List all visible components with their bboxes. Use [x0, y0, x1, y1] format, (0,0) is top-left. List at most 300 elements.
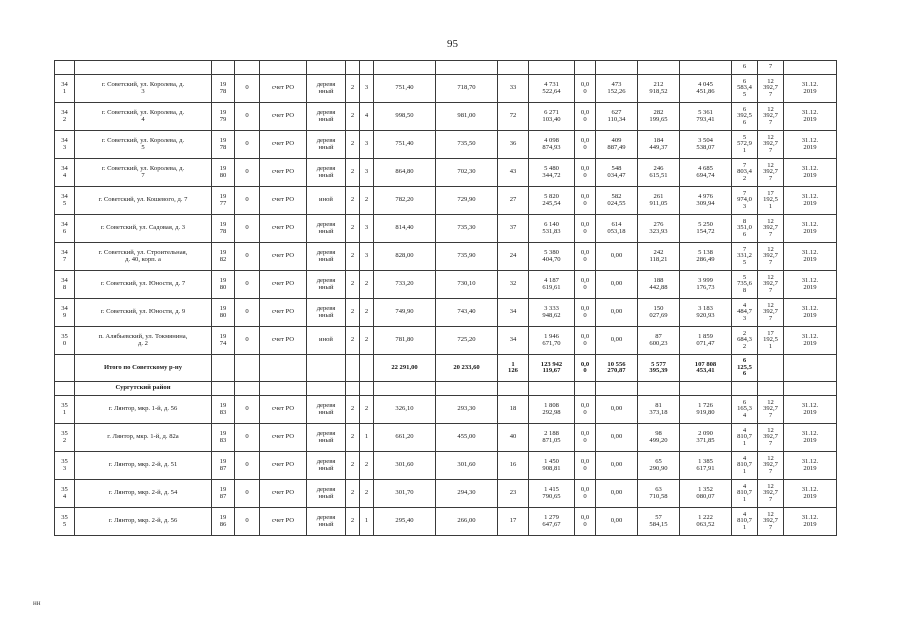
table-row	[55, 215, 837, 243]
table-row	[55, 327, 837, 355]
cell: 31.12. 2019	[784, 159, 837, 187]
cell: 12 392,7 7	[758, 452, 784, 480]
cell: деревя нный	[307, 396, 346, 424]
cell: 72	[498, 103, 529, 131]
cell: 19 78	[212, 131, 235, 159]
cell: 2	[346, 215, 360, 243]
cell: 0	[235, 480, 260, 508]
cell: 34 9	[55, 299, 75, 327]
cell: 10 556 270,87	[596, 355, 638, 382]
cell	[374, 382, 436, 396]
cell: 4 484,7 3	[732, 299, 758, 327]
cell: 31.12. 2019	[784, 452, 837, 480]
cell	[680, 382, 732, 396]
cell: 20 233,60	[436, 355, 498, 382]
cell: 2	[346, 396, 360, 424]
cell: 3	[360, 243, 374, 271]
cell: 4 685 694,74	[680, 159, 732, 187]
cell: 1 352 080,07	[680, 480, 732, 508]
cell: 4 976 309,94	[680, 187, 732, 215]
cell: счет РО	[260, 159, 307, 187]
cell: 5 380 404,70	[529, 243, 575, 271]
cell: 0	[235, 271, 260, 299]
cell	[575, 382, 596, 396]
cell: 188 442,88	[638, 271, 680, 299]
cell: 23	[498, 480, 529, 508]
cell: 455,00	[436, 424, 498, 452]
cell: 34 7	[55, 243, 75, 271]
cell: 35 4	[55, 480, 75, 508]
cell: 17 192,5 1	[758, 327, 784, 355]
cell	[235, 355, 260, 382]
cell: 828,00	[374, 243, 436, 271]
table-row-top	[55, 61, 837, 75]
page-number: 95	[447, 38, 458, 50]
cell: 150 027,69	[638, 299, 680, 327]
cell: 2	[360, 396, 374, 424]
cell	[307, 355, 346, 382]
cell: деревя нный	[307, 424, 346, 452]
cell: 5 577 395,39	[638, 355, 680, 382]
cell: 2	[360, 327, 374, 355]
cell: 2	[346, 243, 360, 271]
cell: 31.12. 2019	[784, 327, 837, 355]
cell: деревя нный	[307, 159, 346, 187]
cell: 4 098 874,93	[529, 131, 575, 159]
cell: 19 80	[212, 271, 235, 299]
cell: 19 74	[212, 327, 235, 355]
cell: 6 165,3 4	[732, 396, 758, 424]
cell: 2	[346, 103, 360, 131]
cell: 5 735,6 8	[732, 271, 758, 299]
cell: 261 911,05	[638, 187, 680, 215]
cell: 7 803,4 2	[732, 159, 758, 187]
cell: г. Лянтор, мкр. 2-й, д. 54	[75, 480, 212, 508]
cell: 2	[346, 327, 360, 355]
cell: 4 045 451,86	[680, 75, 732, 103]
cell: 295,40	[374, 508, 436, 536]
cell: 31.12. 2019	[784, 187, 837, 215]
cell: 473 152,26	[596, 75, 638, 103]
cell: 0	[235, 396, 260, 424]
cell: 17	[498, 508, 529, 536]
cell: 730,10	[436, 271, 498, 299]
cell: г. Лянтор, мкр. 1-й, д. 82а	[75, 424, 212, 452]
cell: 276 323,93	[638, 215, 680, 243]
cell: 2	[346, 299, 360, 327]
cell: деревя нный	[307, 243, 346, 271]
cell: 16	[498, 452, 529, 480]
cell	[784, 355, 837, 382]
total-label: Итого по Советскому р-ну	[75, 355, 212, 382]
cell: 57 584,15	[638, 508, 680, 536]
cell: 5 572,9 1	[732, 131, 758, 159]
cell: г. Лянтор, мкр. 1-й, д. 56	[75, 396, 212, 424]
cell	[346, 355, 360, 382]
cell: счет РО	[260, 452, 307, 480]
cell: 17 192,5 1	[758, 187, 784, 215]
cell: 0,00	[596, 299, 638, 327]
cell: 12 392,7 7	[758, 508, 784, 536]
cell: 4 810,7 1	[732, 480, 758, 508]
housing-register-table	[54, 60, 837, 536]
cell: 6 140 531,83	[529, 215, 575, 243]
cell: 1 808 292,98	[529, 396, 575, 424]
table-row	[55, 159, 837, 187]
cell: 0	[235, 187, 260, 215]
table-row	[55, 299, 837, 327]
cell: 7	[758, 61, 784, 75]
cell: 184 449,37	[638, 131, 680, 159]
cell: 0,0 0	[575, 424, 596, 452]
cell: 4	[360, 103, 374, 131]
table-row	[55, 187, 837, 215]
cell: г. Лянтор, мкр. 2-й, д. 51	[75, 452, 212, 480]
cell: 5 480 344,72	[529, 159, 575, 187]
cell: 282 199,65	[638, 103, 680, 131]
cell: 0,00	[596, 243, 638, 271]
cell: 2	[346, 187, 360, 215]
cell: 65 290,90	[638, 452, 680, 480]
cell: 33	[498, 75, 529, 103]
cell: 242 118,21	[638, 243, 680, 271]
cell: 2	[346, 159, 360, 187]
cell: г. Советский, ул. Королева, д. 7	[75, 159, 212, 187]
cell: 4 810,7 1	[732, 424, 758, 452]
cell: 1 726 919,80	[680, 396, 732, 424]
cell: 0	[235, 327, 260, 355]
cell: 36	[498, 131, 529, 159]
cell: 294,30	[436, 480, 498, 508]
cell: 31.12. 2019	[784, 396, 837, 424]
cell: 2	[346, 271, 360, 299]
cell: г. Лянтор, мкр. 2-й, д. 56	[75, 508, 212, 536]
cell: 0,0 0	[575, 355, 596, 382]
cell	[436, 382, 498, 396]
cell: 19 83	[212, 424, 235, 452]
cell: 31.12. 2019	[784, 424, 837, 452]
cell: 12 392,7 7	[758, 243, 784, 271]
cell: 548 034,47	[596, 159, 638, 187]
cell: 5 250 154,72	[680, 215, 732, 243]
cell: 19 77	[212, 187, 235, 215]
cell: 6 125,5 6	[732, 355, 758, 382]
cell: 1 415 790,65	[529, 480, 575, 508]
cell: 12 392,7 7	[758, 480, 784, 508]
cell: 3 504 538,07	[680, 131, 732, 159]
cell: 0,0 0	[575, 396, 596, 424]
cell: 19 86	[212, 508, 235, 536]
cell: 0,0 0	[575, 508, 596, 536]
cell: 3	[360, 131, 374, 159]
table-row-district	[55, 382, 837, 396]
cell: 34 4	[55, 159, 75, 187]
cell: 4 810,7 1	[732, 452, 758, 480]
cell: 7 331,2 5	[732, 243, 758, 271]
cell: 3	[360, 75, 374, 103]
cell: 749,90	[374, 299, 436, 327]
cell: 19 79	[212, 103, 235, 131]
cell	[260, 355, 307, 382]
table-row	[55, 480, 837, 508]
cell: 1 279 647,67	[529, 508, 575, 536]
cell: счет РО	[260, 299, 307, 327]
cell: 981,00	[436, 103, 498, 131]
table-row	[55, 452, 837, 480]
cell: 19 80	[212, 159, 235, 187]
cell: 0	[235, 215, 260, 243]
cell: 2	[346, 131, 360, 159]
cell: 34 2	[55, 103, 75, 131]
cell: счет РО	[260, 327, 307, 355]
cell: 3 183 920,93	[680, 299, 732, 327]
cell: 781,80	[374, 327, 436, 355]
cell: 1 450 908,81	[529, 452, 575, 480]
cell: 735,90	[436, 243, 498, 271]
cell: 782,20	[374, 187, 436, 215]
cell: 19 78	[212, 75, 235, 103]
cell: 12 392,7 7	[758, 299, 784, 327]
cell: 0,0 0	[575, 271, 596, 299]
cell: 2	[346, 424, 360, 452]
district-heading: Сургутский район	[75, 382, 212, 396]
cell: 34	[498, 299, 529, 327]
table-row	[55, 131, 837, 159]
cell: 12 392,7 7	[758, 131, 784, 159]
cell: 31.12. 2019	[784, 131, 837, 159]
cell: 22 291,00	[374, 355, 436, 382]
cell: 5 361 793,41	[680, 103, 732, 131]
cell	[360, 355, 374, 382]
cell	[638, 382, 680, 396]
cell: счет РО	[260, 271, 307, 299]
cell	[346, 382, 360, 396]
cell: 0	[235, 103, 260, 131]
cell: 19 80	[212, 299, 235, 327]
cell: 34 6	[55, 215, 75, 243]
cell	[758, 382, 784, 396]
cell: 35 0	[55, 327, 75, 355]
cell: 6 392,5 6	[732, 103, 758, 131]
cell: 0,00	[596, 424, 638, 452]
cell: 12 392,7 7	[758, 103, 784, 131]
cell: 1	[360, 424, 374, 452]
cell: 212 918,52	[638, 75, 680, 103]
cell: 5 820 245,54	[529, 187, 575, 215]
cell: 2 188 871,05	[529, 424, 575, 452]
cell: 0,0 0	[575, 159, 596, 187]
cell: г. Советский, ул. Юности, д. 9	[75, 299, 212, 327]
cell: 12 392,7 7	[758, 424, 784, 452]
cell: 37	[498, 215, 529, 243]
cell: 63 710,58	[638, 480, 680, 508]
cell	[758, 355, 784, 382]
cell: 266,00	[436, 508, 498, 536]
cell: 34 1	[55, 75, 75, 103]
cell: г. Советский, ул. Королева, д. 4	[75, 103, 212, 131]
cell: 31.12. 2019	[784, 243, 837, 271]
cell: 1 859 071,47	[680, 327, 732, 355]
cell: 24	[498, 243, 529, 271]
cell	[498, 382, 529, 396]
cell: 35 2	[55, 424, 75, 452]
cell: деревя нный	[307, 480, 346, 508]
cell: 0,0 0	[575, 327, 596, 355]
cell: 2	[360, 299, 374, 327]
table-row	[55, 243, 837, 271]
cell	[596, 382, 638, 396]
cell: 12 392,7 7	[758, 271, 784, 299]
cell: 0	[235, 299, 260, 327]
cell: счет РО	[260, 480, 307, 508]
cell: счет РО	[260, 75, 307, 103]
cell: 582 024,55	[596, 187, 638, 215]
cell: 19 83	[212, 396, 235, 424]
cell	[55, 355, 75, 382]
cell: 0	[235, 508, 260, 536]
cell	[55, 382, 75, 396]
cell: 2	[360, 271, 374, 299]
table-row	[55, 271, 837, 299]
cell: 12 392,7 7	[758, 75, 784, 103]
cell: 81 373,18	[638, 396, 680, 424]
cell	[529, 382, 575, 396]
cell: 107 808 453,41	[680, 355, 732, 382]
cell: счет РО	[260, 215, 307, 243]
cell: деревя нный	[307, 131, 346, 159]
cell	[732, 382, 758, 396]
cell: деревя нный	[307, 452, 346, 480]
cell: 12 392,7 7	[758, 159, 784, 187]
cell: счет РО	[260, 131, 307, 159]
cell: 301,60	[436, 452, 498, 480]
cell: 614 053,18	[596, 215, 638, 243]
cell: 0,0 0	[575, 215, 596, 243]
cell: 31.12. 2019	[784, 75, 837, 103]
cell: 0	[235, 131, 260, 159]
cell: 0,00	[596, 396, 638, 424]
cell: 4 187 619,61	[529, 271, 575, 299]
cell: 2	[360, 452, 374, 480]
cell: 0,0 0	[575, 131, 596, 159]
cell: 31.12. 2019	[784, 215, 837, 243]
table-row	[55, 508, 837, 536]
cell	[360, 382, 374, 396]
cell: 702,30	[436, 159, 498, 187]
cell: 293,30	[436, 396, 498, 424]
cell: 246 615,51	[638, 159, 680, 187]
cell: 8 351,0 6	[732, 215, 758, 243]
cell: деревя нный	[307, 103, 346, 131]
cell: 1	[360, 508, 374, 536]
cell: г. Советский, ул. Строительная, д. 40, корп. а	[75, 243, 212, 271]
cell: г. Советский, ул. Юности, д. 7	[75, 271, 212, 299]
cell: 31.12. 2019	[784, 271, 837, 299]
cell: 0,0 0	[575, 480, 596, 508]
cell: 35 3	[55, 452, 75, 480]
cell: 0,00	[596, 480, 638, 508]
cell: 3 333 948,62	[529, 299, 575, 327]
cell: 19 78	[212, 215, 235, 243]
cell: 733,20	[374, 271, 436, 299]
cell: 87 600,23	[638, 327, 680, 355]
cell: 34 3	[55, 131, 75, 159]
cell: 3	[360, 215, 374, 243]
cell: 2	[346, 480, 360, 508]
cell: г. Советский, ул. Королева, д. 3	[75, 75, 212, 103]
table-row	[55, 75, 837, 103]
cell: 35 5	[55, 508, 75, 536]
cell: 743,40	[436, 299, 498, 327]
cell: 0	[235, 243, 260, 271]
cell: 34 8	[55, 271, 75, 299]
cell: 409 887,49	[596, 131, 638, 159]
cell: 0,0 0	[575, 75, 596, 103]
cell: счет РО	[260, 508, 307, 536]
cell: 34	[498, 327, 529, 355]
cell: счет РО	[260, 103, 307, 131]
cell: 0,0 0	[575, 187, 596, 215]
cell: 7 974,0 3	[732, 187, 758, 215]
cell	[212, 355, 235, 382]
cell: 301,70	[374, 480, 436, 508]
cell: 0	[235, 424, 260, 452]
cell: 2	[360, 187, 374, 215]
cell: 0,0 0	[575, 452, 596, 480]
cell: 661,20	[374, 424, 436, 452]
cell: 12 392,7 7	[758, 396, 784, 424]
cell: 6	[732, 61, 758, 75]
cell: счет РО	[260, 396, 307, 424]
cell: 123 942 119,67	[529, 355, 575, 382]
cell: 1 126	[498, 355, 529, 382]
cell: г. Советский, ул. Садовая, д. 3	[75, 215, 212, 243]
cell: 718,70	[436, 75, 498, 103]
cell: 725,20	[436, 327, 498, 355]
cell: деревя нный	[307, 75, 346, 103]
cell: деревя нный	[307, 271, 346, 299]
cell: 2	[346, 75, 360, 103]
cell: 0	[235, 159, 260, 187]
cell: иной	[307, 327, 346, 355]
cell: 2 684,3 2	[732, 327, 758, 355]
cell: 4 731 522,64	[529, 75, 575, 103]
cell: счет РО	[260, 187, 307, 215]
cell: 0,0 0	[575, 243, 596, 271]
cell: 301,60	[374, 452, 436, 480]
cell: 729,90	[436, 187, 498, 215]
footer-mark: нн	[33, 599, 41, 607]
cell: 1 222 063,52	[680, 508, 732, 536]
cell: 31.12. 2019	[784, 103, 837, 131]
cell: 43	[498, 159, 529, 187]
cell	[260, 382, 307, 396]
table-row	[55, 396, 837, 424]
cell: 6 271 103,40	[529, 103, 575, 131]
cell: 0,0 0	[575, 103, 596, 131]
cell: 98 499,20	[638, 424, 680, 452]
cell: 3	[360, 159, 374, 187]
cell: 0,00	[596, 271, 638, 299]
cell: 6 583,4 5	[732, 75, 758, 103]
cell: 0,00	[596, 452, 638, 480]
cell: 2 090 371,85	[680, 424, 732, 452]
cell: 18	[498, 396, 529, 424]
cell: 864,80	[374, 159, 436, 187]
cell: 5 138 286,49	[680, 243, 732, 271]
cell: 40	[498, 424, 529, 452]
cell: 0,00	[596, 508, 638, 536]
